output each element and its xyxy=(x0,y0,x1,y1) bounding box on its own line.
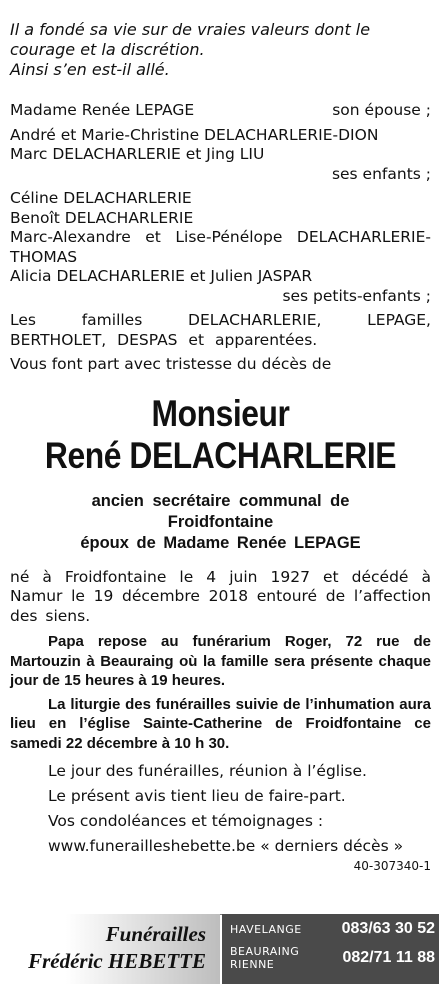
deceased-role-1: ancien secrétaire communal de xyxy=(91,491,350,510)
notice-line: Le présent avis tient lieu de faire-part. xyxy=(48,787,346,805)
liturgy-info: La liturgie des funérailles suivie de l’inhumation aura lieu en l’église Sainte-Catherine de Froidfontaine ce samedi 22 décembre à 10 h 30. xyxy=(10,695,431,752)
brand-line-1: Funérailles xyxy=(105,922,206,946)
funeral-home-footer xyxy=(0,914,439,984)
reunion-line: Le jour des funérailles, réunion à l’église. xyxy=(48,762,367,780)
birth-death-details: né à Froidfontaine le 4 juin 1927 et décédé à Namur le 19 décembre 2018 entouré de l’affection des siens. xyxy=(10,567,431,625)
child-2: Marc DELACHARLERIE et Jing LIU xyxy=(10,145,265,163)
children-role: ses enfants ; xyxy=(331,164,431,183)
announce-line: Vous font part avec tristesse du décès de xyxy=(10,355,332,373)
place-1: HAVELANGE xyxy=(230,922,302,936)
spouse-row xyxy=(10,101,431,121)
place-2 xyxy=(230,945,299,971)
grandchild-4: Alicia DELACHARLERIE et Julien JASPAR xyxy=(10,267,313,285)
deceased-title: Monsieur xyxy=(151,392,290,434)
contact-row-2 xyxy=(230,945,435,971)
spouse-role: son épouse ; xyxy=(332,101,431,119)
spouse-name: Madame Renée LEPAGE xyxy=(10,101,195,119)
deceased-name: René DELACHARLERIE xyxy=(44,434,397,476)
funeral-home-brand xyxy=(0,914,220,984)
contact-panel xyxy=(222,914,439,984)
phone-2: 082/71 11 88 xyxy=(342,949,435,966)
place-2a: BEAURAING xyxy=(230,945,300,958)
intro-line-1: Il a fondé sa vie sur de vraies valeurs dont le xyxy=(10,20,371,39)
intro-line-2: courage et la discrétion. xyxy=(10,40,205,59)
family-list xyxy=(10,101,431,375)
phone-1: 083/63 30 52 xyxy=(341,920,435,937)
condolences-line: Vos condoléances et témoignages : xyxy=(48,812,324,830)
reference-number: 40-307340-1 xyxy=(353,859,431,873)
deceased-role-2: Froidfontaine xyxy=(167,512,274,531)
families-line: Les familles DELACHARLERIE, LEPAGE, BERTHOLET, DESPAS et apparentées. xyxy=(10,311,431,349)
funerarium-info: Papa repose au funérarium Roger, 72 rue de Martouzin à Beauraing où la famille sera présente chaque jour de 15 heures à 19 heures. xyxy=(10,633,431,689)
grandchildren-role: ses petits-enfants ; xyxy=(282,286,431,305)
place-2b: RIENNE xyxy=(230,958,275,971)
grandchild-3-text: Marc-Alexandre et Lise-Pénélope DELACHARLERIE-THOMAS xyxy=(10,228,431,266)
grandchild-2: Benoît DELACHARLERIE xyxy=(10,208,194,227)
brand-line-2: Frédéric HEBETTE xyxy=(28,949,206,973)
child-1: André et Marie-Christine DELACHARLERIE-DION xyxy=(10,125,379,144)
grandchild-1: Céline DELACHARLERIE xyxy=(10,189,192,207)
intro-line-3: Ainsi s’en est-il allé. xyxy=(10,60,170,79)
obituary-notice xyxy=(10,20,431,873)
grandchild-3 xyxy=(10,228,431,267)
deceased-role-3: époux de Madame Renée LEPAGE xyxy=(80,533,361,552)
contact-row-1 xyxy=(230,920,435,938)
website-line: www.funerailleshebette.be « derniers décès » xyxy=(48,837,404,855)
